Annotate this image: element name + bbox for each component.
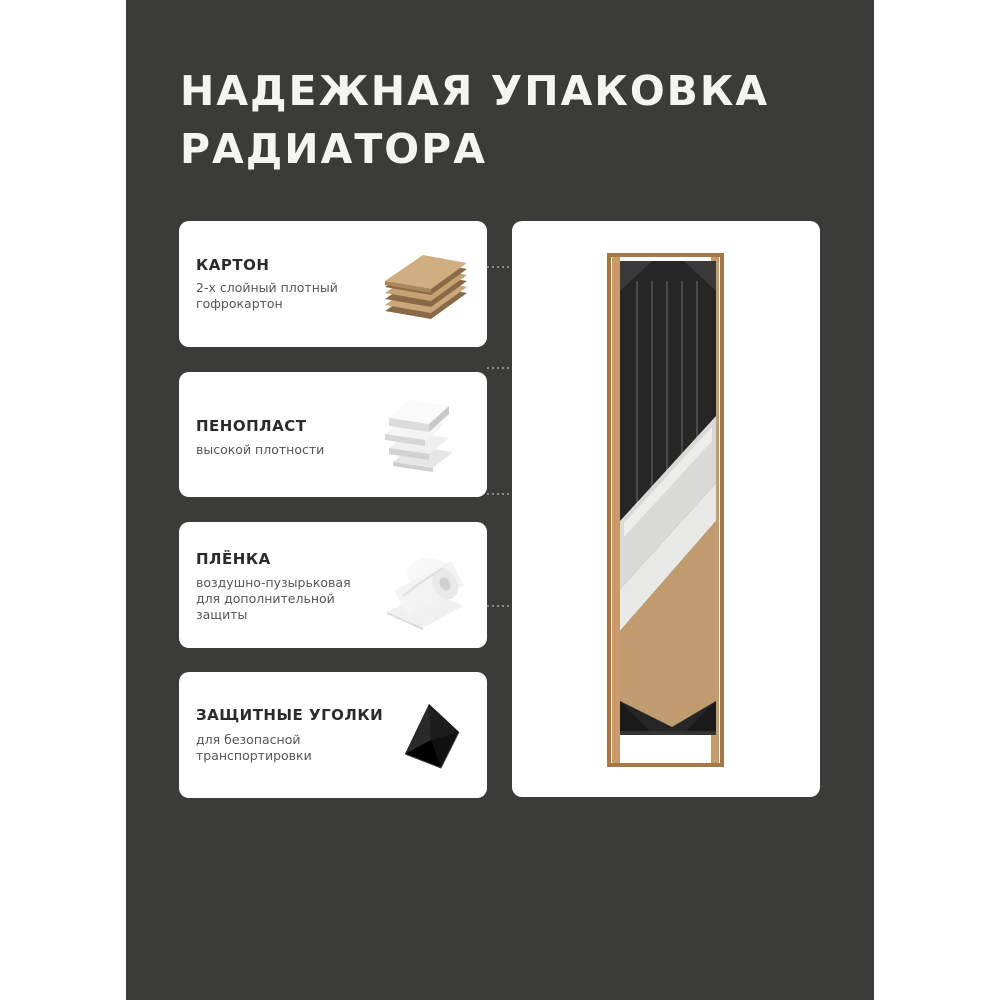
card-description-line: транспортировки <box>196 748 312 763</box>
packaging-diagram-card <box>512 221 820 797</box>
card-corners <box>179 672 487 798</box>
cardboard-sheets-icon <box>375 249 471 321</box>
bubble-wrap-roll-icon <box>383 550 467 630</box>
card-description-line: защиты <box>196 607 248 622</box>
corner-protector-icon <box>401 702 463 772</box>
card-foam <box>179 372 487 497</box>
card-description-line: воздушно-пузырьковая <box>196 575 351 590</box>
page-title-line-1: НАДЕЖНАЯ УПАКОВКА <box>180 67 770 115</box>
card-title: ЗАЩИТНЫЕ УГОЛКИ <box>196 706 384 724</box>
background-panel <box>126 0 874 1000</box>
card-title: ПЛЁНКА <box>196 550 271 568</box>
card-description-line: гофрокартон <box>196 296 283 311</box>
card-description-line: для безопасной <box>196 732 301 747</box>
card-title: ПЕНОПЛАСТ <box>196 417 307 435</box>
radiator-packaging-diagram <box>512 221 820 797</box>
card-title: КАРТОН <box>196 256 270 274</box>
page-title-line-2: РАДИАТОРА <box>180 125 487 173</box>
card-description-line: для дополнительной <box>196 591 335 606</box>
card-film <box>179 522 487 648</box>
foam-blocks-icon <box>375 394 465 474</box>
card-description <box>196 575 371 623</box>
card-description <box>196 732 371 764</box>
card-description-line: 2-х слойный плотный <box>196 280 338 295</box>
card-cardboard <box>179 221 487 347</box>
page-title <box>180 62 860 178</box>
card-description-line: высокой плотности <box>196 442 325 457</box>
card-description <box>196 280 371 312</box>
card-description <box>196 442 371 458</box>
